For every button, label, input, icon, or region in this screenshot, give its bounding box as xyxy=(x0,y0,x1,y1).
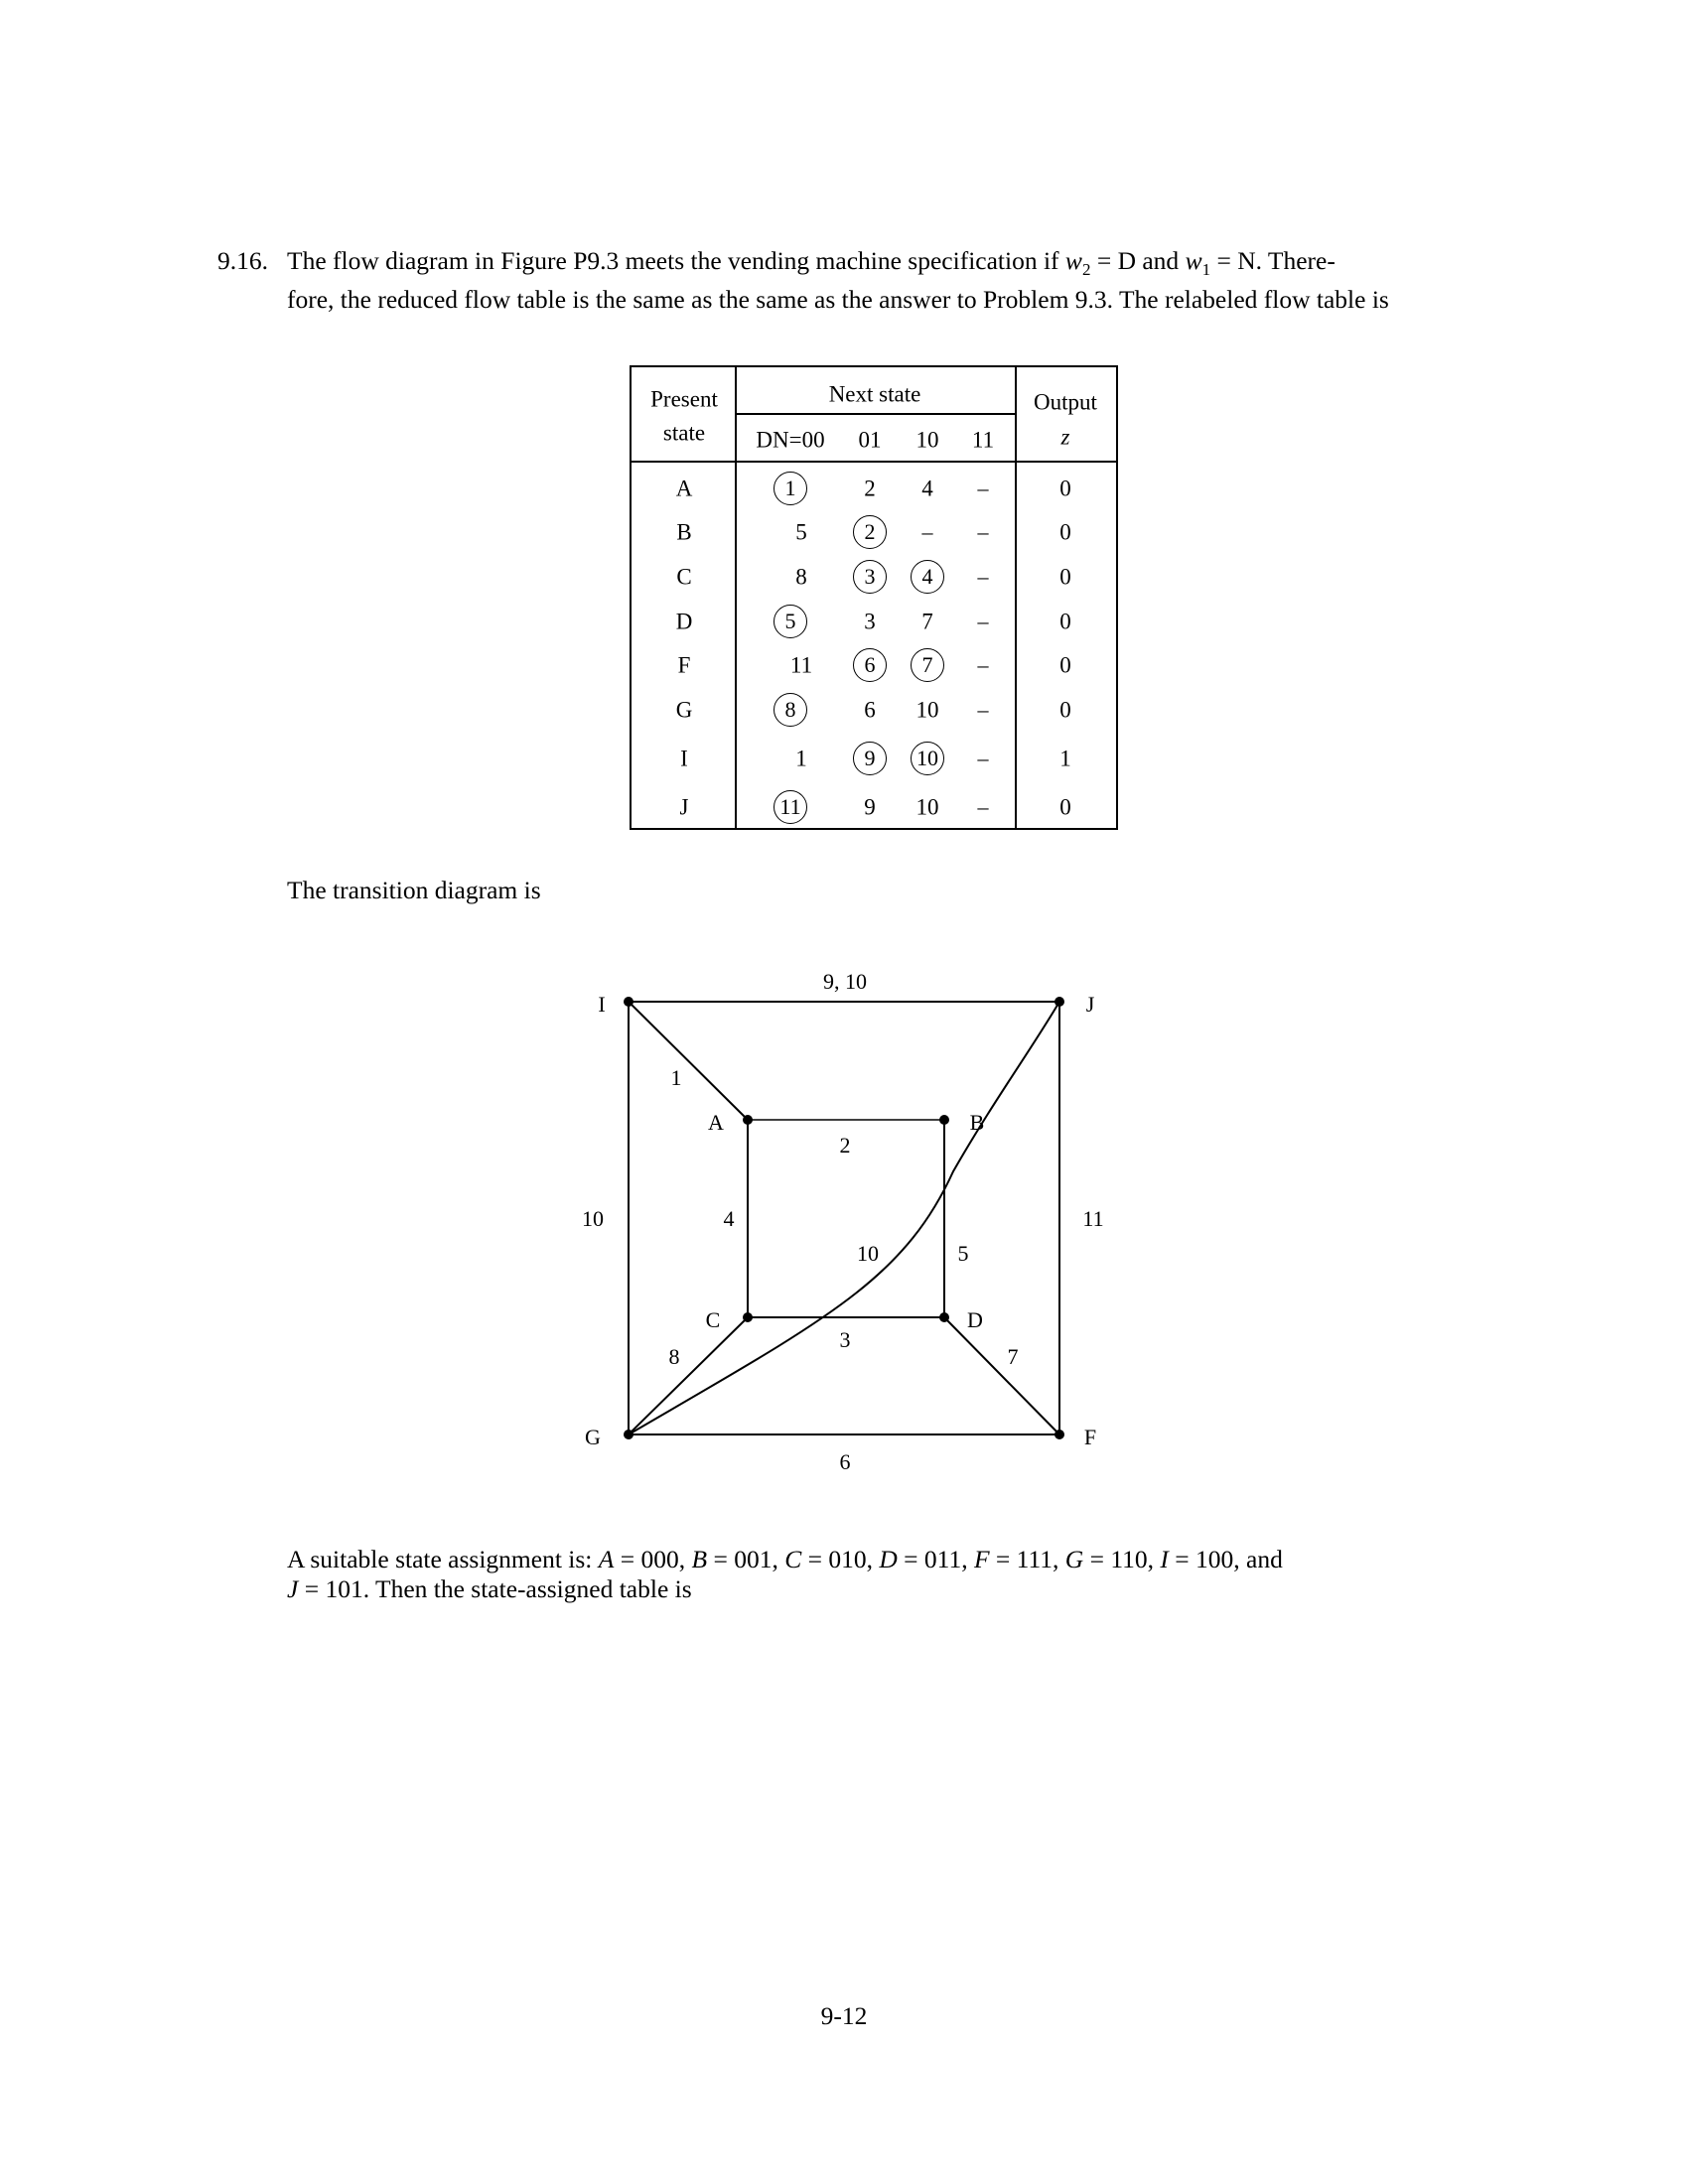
stable-state-cell: 2 xyxy=(853,515,887,549)
flow-table xyxy=(630,365,1118,830)
output-cell: 0 xyxy=(1059,609,1071,634)
output-cell: 0 xyxy=(1059,564,1071,590)
node-g xyxy=(624,1430,633,1439)
node-label-b: B xyxy=(969,1110,985,1135)
next-state-cell: 9 xyxy=(864,794,876,820)
edge-label-g-j: 10 xyxy=(857,1241,879,1266)
stable-state-cell: 3 xyxy=(853,560,887,594)
column-header: DN=00 xyxy=(756,427,825,453)
stable-state-cell: 1 xyxy=(774,472,807,505)
header-output: Output xyxy=(1034,389,1097,415)
edge-i-a xyxy=(629,1002,748,1120)
next-state-cell: – xyxy=(977,609,989,633)
node-label-d: D xyxy=(967,1307,983,1332)
next-state-cell: – xyxy=(977,652,989,677)
table-divider xyxy=(735,367,737,828)
assignment-line-2: J = 101. Then the state-assigned table is xyxy=(287,1574,692,1603)
edge-label-a-c: 4 xyxy=(723,1206,735,1231)
problem-number: 9.16. xyxy=(217,246,268,275)
row-state: A xyxy=(675,476,693,501)
node-c xyxy=(743,1312,753,1322)
node-j xyxy=(1055,997,1064,1007)
next-state-cell: 1 xyxy=(795,746,807,771)
next-state-cell: – xyxy=(977,697,989,722)
edge-label-a-b: 2 xyxy=(839,1133,851,1158)
node-f xyxy=(1055,1430,1064,1439)
stable-state-cell: 11 xyxy=(774,790,807,824)
stable-state-cell: 5 xyxy=(774,605,807,638)
output-cell: 0 xyxy=(1059,652,1071,678)
output-cell: 1 xyxy=(1059,746,1071,771)
next-state-cell: – xyxy=(977,794,989,819)
column-header: 10 xyxy=(915,427,939,453)
node-label-j: J xyxy=(1085,992,1095,1017)
next-state-cell: 8 xyxy=(795,564,807,590)
edge-label-i-g: 10 xyxy=(582,1206,604,1231)
transition-diagram xyxy=(536,953,1112,1479)
next-state-cell: 7 xyxy=(921,609,933,634)
next-state-cell: 4 xyxy=(921,476,933,501)
edge-label-g-c: 8 xyxy=(668,1344,680,1369)
next-state-cell: 11 xyxy=(789,652,813,678)
next-state-cell: 3 xyxy=(864,609,876,634)
column-header: 11 xyxy=(971,427,995,453)
next-state-cell: – xyxy=(977,564,989,589)
row-state: F xyxy=(677,652,691,678)
stable-state-cell: 4 xyxy=(911,560,944,594)
next-state-cell: 2 xyxy=(864,476,876,501)
edge-label-i-a: 1 xyxy=(670,1065,682,1090)
edge-label-i-j: 9, 10 xyxy=(823,969,867,994)
assignment-text xyxy=(287,1545,1283,1604)
output-cell: 0 xyxy=(1059,697,1071,723)
node-label-g: G xyxy=(585,1425,601,1449)
next-state-cell: 6 xyxy=(864,697,876,723)
page-number: 9-12 xyxy=(820,2001,868,2030)
table-divider xyxy=(1015,367,1017,828)
table-divider xyxy=(632,461,1116,463)
row-state: J xyxy=(679,794,689,820)
table-divider xyxy=(735,413,1015,415)
row-state: C xyxy=(676,564,692,590)
assignment-line-1: A suitable state assignment is: A = 000, B = 001, C = 010, D = 011, F = 111, G = 110, I = 100, and xyxy=(287,1545,1283,1573)
edge-label-b-d: 5 xyxy=(957,1241,969,1266)
stable-state-cell: 9 xyxy=(853,742,887,775)
output-cell: 0 xyxy=(1059,519,1071,545)
output-cell: 0 xyxy=(1059,476,1071,501)
edge-label-j-f: 11 xyxy=(1082,1206,1104,1231)
next-state-cell: – xyxy=(977,476,989,500)
header-output-z: z xyxy=(1060,424,1070,450)
node-i xyxy=(624,997,633,1007)
node-a xyxy=(743,1115,753,1125)
next-state-cell: – xyxy=(921,519,933,544)
next-state-cell: – xyxy=(977,746,989,770)
stable-state-cell: 7 xyxy=(911,648,944,682)
edge-label-g-f: 6 xyxy=(839,1449,851,1474)
next-state-cell: 10 xyxy=(915,697,939,723)
node-label-i: I xyxy=(598,992,606,1017)
row-state: D xyxy=(675,609,693,634)
stable-state-cell: 6 xyxy=(853,648,887,682)
node-label-c: C xyxy=(705,1307,721,1332)
edge-label-d-f: 7 xyxy=(1007,1344,1019,1369)
node-d xyxy=(939,1312,949,1322)
header-next-state: Next state xyxy=(828,381,921,407)
stable-state-cell: 8 xyxy=(774,693,807,727)
edge-d-f xyxy=(944,1317,1059,1434)
header-present: Present xyxy=(650,386,718,412)
next-state-cell: – xyxy=(977,519,989,544)
problem-line-1: The flow diagram in Figure P9.3 meets the vending machine specification if $w_2 = D$ and $w_1 = N$. There- xyxy=(287,246,1336,280)
edge-label-c-d: 3 xyxy=(839,1327,851,1352)
next-state-cell: 10 xyxy=(915,794,939,820)
transition-intro: The transition diagram is xyxy=(287,876,541,904)
node-b xyxy=(939,1115,949,1125)
header-state: state xyxy=(662,420,706,446)
row-state: I xyxy=(680,746,688,771)
problem-text xyxy=(217,246,1389,315)
column-header: 01 xyxy=(858,427,882,453)
row-state: B xyxy=(676,519,692,545)
next-state-cell: 5 xyxy=(795,519,807,545)
node-label-f: F xyxy=(1083,1425,1097,1449)
stable-state-cell: 10 xyxy=(911,742,944,775)
row-state: G xyxy=(675,697,693,723)
output-cell: 0 xyxy=(1059,794,1071,820)
problem-line-2: fore, the reduced flow table is the same as the same as the answer to Problem 9.3. The relabeled flow table is xyxy=(287,285,1389,315)
node-label-a: A xyxy=(708,1110,724,1135)
